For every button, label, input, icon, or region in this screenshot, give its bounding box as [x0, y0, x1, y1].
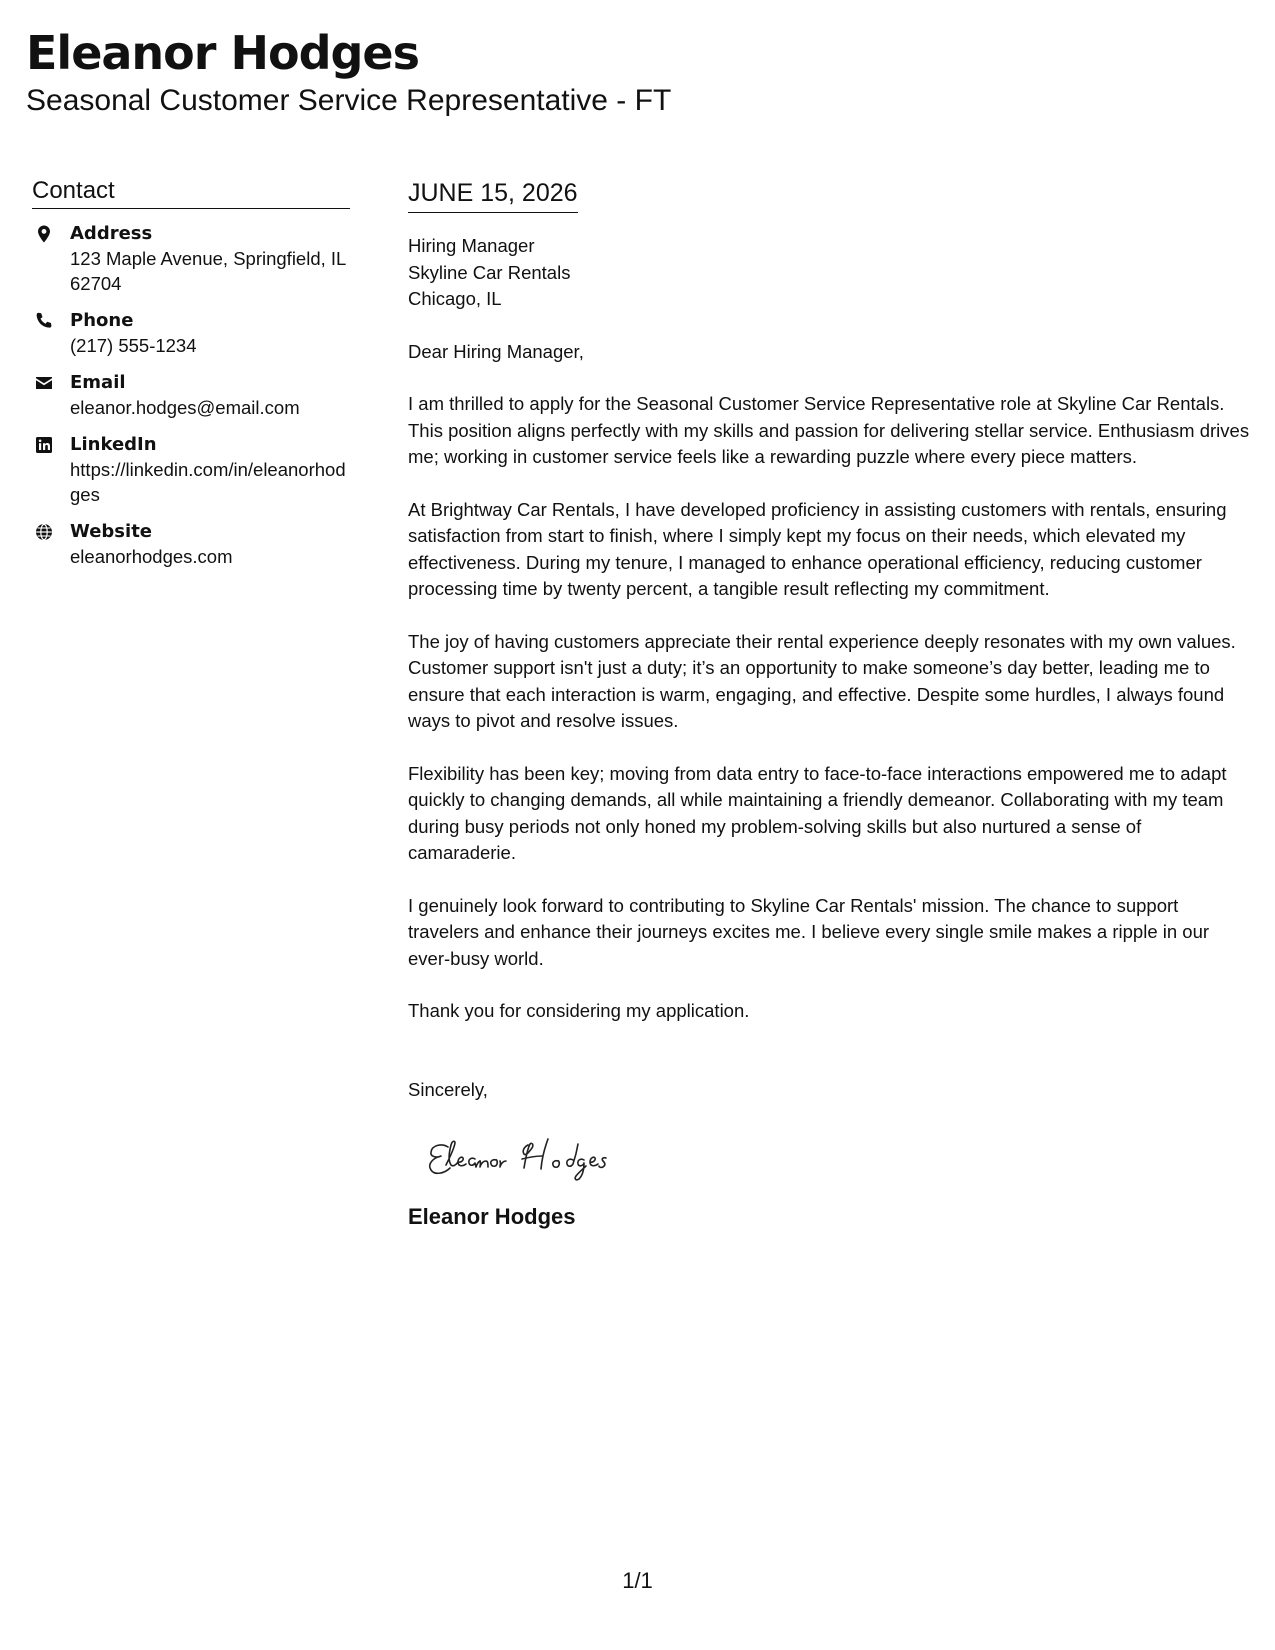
recipient-block	[408, 233, 1253, 313]
contact-heading: Contact	[32, 176, 350, 209]
map-pin-icon	[34, 224, 54, 244]
contact-label-address: Address	[70, 223, 153, 244]
contact-value-phone: (217) 555-1234	[70, 335, 197, 356]
letter-date: JUNE 15, 2026	[408, 176, 578, 213]
contact-value-website: eleanorhodges.com	[70, 546, 233, 567]
body-paragraph: I genuinely look forward to contributing to Skyline Car Rentals' mission. The chance to support travelers and enhance their journeys excites me. I believe every single smile makes a ripple in our ever-busy world.	[408, 894, 1210, 969]
phone-icon	[34, 311, 54, 331]
contact-value-email: eleanor.hodges@email.com	[70, 397, 300, 418]
contact-item-website	[32, 519, 350, 569]
closing: Sincerely,	[408, 1078, 488, 1100]
contact-item-phone	[32, 308, 350, 358]
contact-item-email	[32, 370, 350, 420]
letter-header	[26, 22, 671, 118]
globe-icon	[34, 522, 54, 542]
applicant-name: Eleanor Hodges	[26, 26, 420, 80]
body-paragraph: Flexibility has been key; moving from data entry to face-to-face interactions empowered me to adapt quickly to changing demands, all while maintaining a friendly demeanor. Collaborating with my team during busy periods not only honed my problem-solving skills but also nurtured a sense of camaraderie.	[408, 762, 1227, 863]
envelope-icon	[34, 373, 54, 393]
signer-name: Eleanor Hodges	[408, 1204, 576, 1229]
body-paragraph: I am thrilled to apply for the Seasonal Customer Service Representative role at Skyline Car Rentals. This position aligns perfectly with my skills and passion for delivering stellar service. Enthusiasm drives me; working in customer service feels like a rewarding puzzle where every piece matters.	[408, 393, 1250, 467]
handwritten-signature	[418, 1125, 668, 1185]
body-paragraph: At Brightway Car Rentals, I have developed proficiency in assisting customers with rentals, ensuring satisfaction from start to finish, where I simply kept my focus on their needs, which elevated my effectiveness. During my tenure, I managed to enhance operational efficiency, reducing customer processing time by twenty percent, a tangible result reflecting my commitment.	[408, 498, 1227, 599]
recipient-line: Chicago, IL	[408, 288, 502, 309]
letter-body	[408, 176, 1253, 1232]
contact-item-address	[32, 221, 350, 296]
contact-value-address: 123 Maple Avenue, Springfield, IL 62704	[70, 248, 346, 294]
contact-label-phone: Phone	[70, 310, 134, 331]
contact-label-website: Website	[70, 521, 153, 542]
page-number: 1/1	[622, 1568, 653, 1593]
recipient-line: Hiring Manager	[408, 235, 535, 256]
contact-sidebar	[32, 176, 350, 581]
body-paragraph: The joy of having customers appreciate their rental experience deeply resonates with my own values. Customer support isn't just a duty; it’s an opportunity to make someone’s day better, leading me to ensure that each interaction is warm, engaging, and effective. Despite some hurdles, I always found ways to pivot and resolve issues.	[408, 630, 1236, 731]
salutation: Dear Hiring Manager,	[408, 340, 584, 362]
contact-label-linkedin: LinkedIn	[70, 434, 157, 455]
contact-item-linkedin	[32, 432, 350, 507]
linkedin-icon	[34, 435, 54, 455]
contact-value-linkedin: https://linkedin.com/in/eleanorhodges	[70, 459, 346, 505]
contact-label-email: Email	[70, 372, 126, 393]
recipient-line: Skyline Car Rentals	[408, 261, 571, 283]
body-paragraph: Thank you for considering my application.	[408, 1000, 750, 1021]
job-title: Seasonal Customer Service Representative - FT	[26, 84, 672, 117]
